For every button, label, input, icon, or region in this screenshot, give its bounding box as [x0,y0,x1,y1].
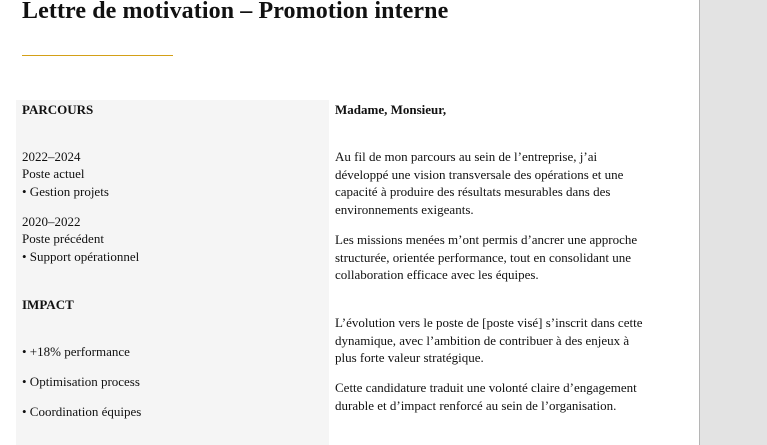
impact-item: • +18% performance [22,344,130,359]
entry-bullet: • Gestion projets [22,184,109,199]
entry-role: Poste précédent [22,231,104,246]
document-title: Lettre de motivation – Promotion interne [22,0,449,24]
letter-paragraph: Les missions menées m’ont permis d’ancrer une approche structurée, orientée performance, tout en consolidant une collaboration efficace avec les équipes. [335,232,638,283]
sidebar-panel [16,100,329,445]
letter-paragraph: Au fil de mon parcours au sein de l’entreprise, j’ai développé une vision transversale des opérations et une capacité à produire des résultats mesurables dans des environnements exigeants. [335,149,624,217]
impact-item: • Optimisation process [22,374,140,389]
salutation: Madame, Monsieur, [335,102,447,117]
impact-item: • Coordination équipes [22,404,142,419]
impact-heading: IMPACT [22,297,74,312]
entry-bullet: • Support opérationnel [22,249,140,264]
parcours-heading: PARCOURS [22,102,94,117]
entry-role: Poste actuel [22,166,85,181]
letter-paragraph: Cette candidature traduit une volonté claire d’engagement durable et d’impact renforcé au sein de l’organisation. [335,380,637,413]
title-accent-rule [22,55,173,56]
entry-years: 2020–2022 [22,214,81,229]
letter-paragraph: L’évolution vers le poste de [poste visé] s’inscrit dans cette dynamique, avec l’ambition de contribuer à des enjeux à plus forte valeur stratégique. [335,315,643,366]
entry-years: 2022–2024 [22,149,81,164]
